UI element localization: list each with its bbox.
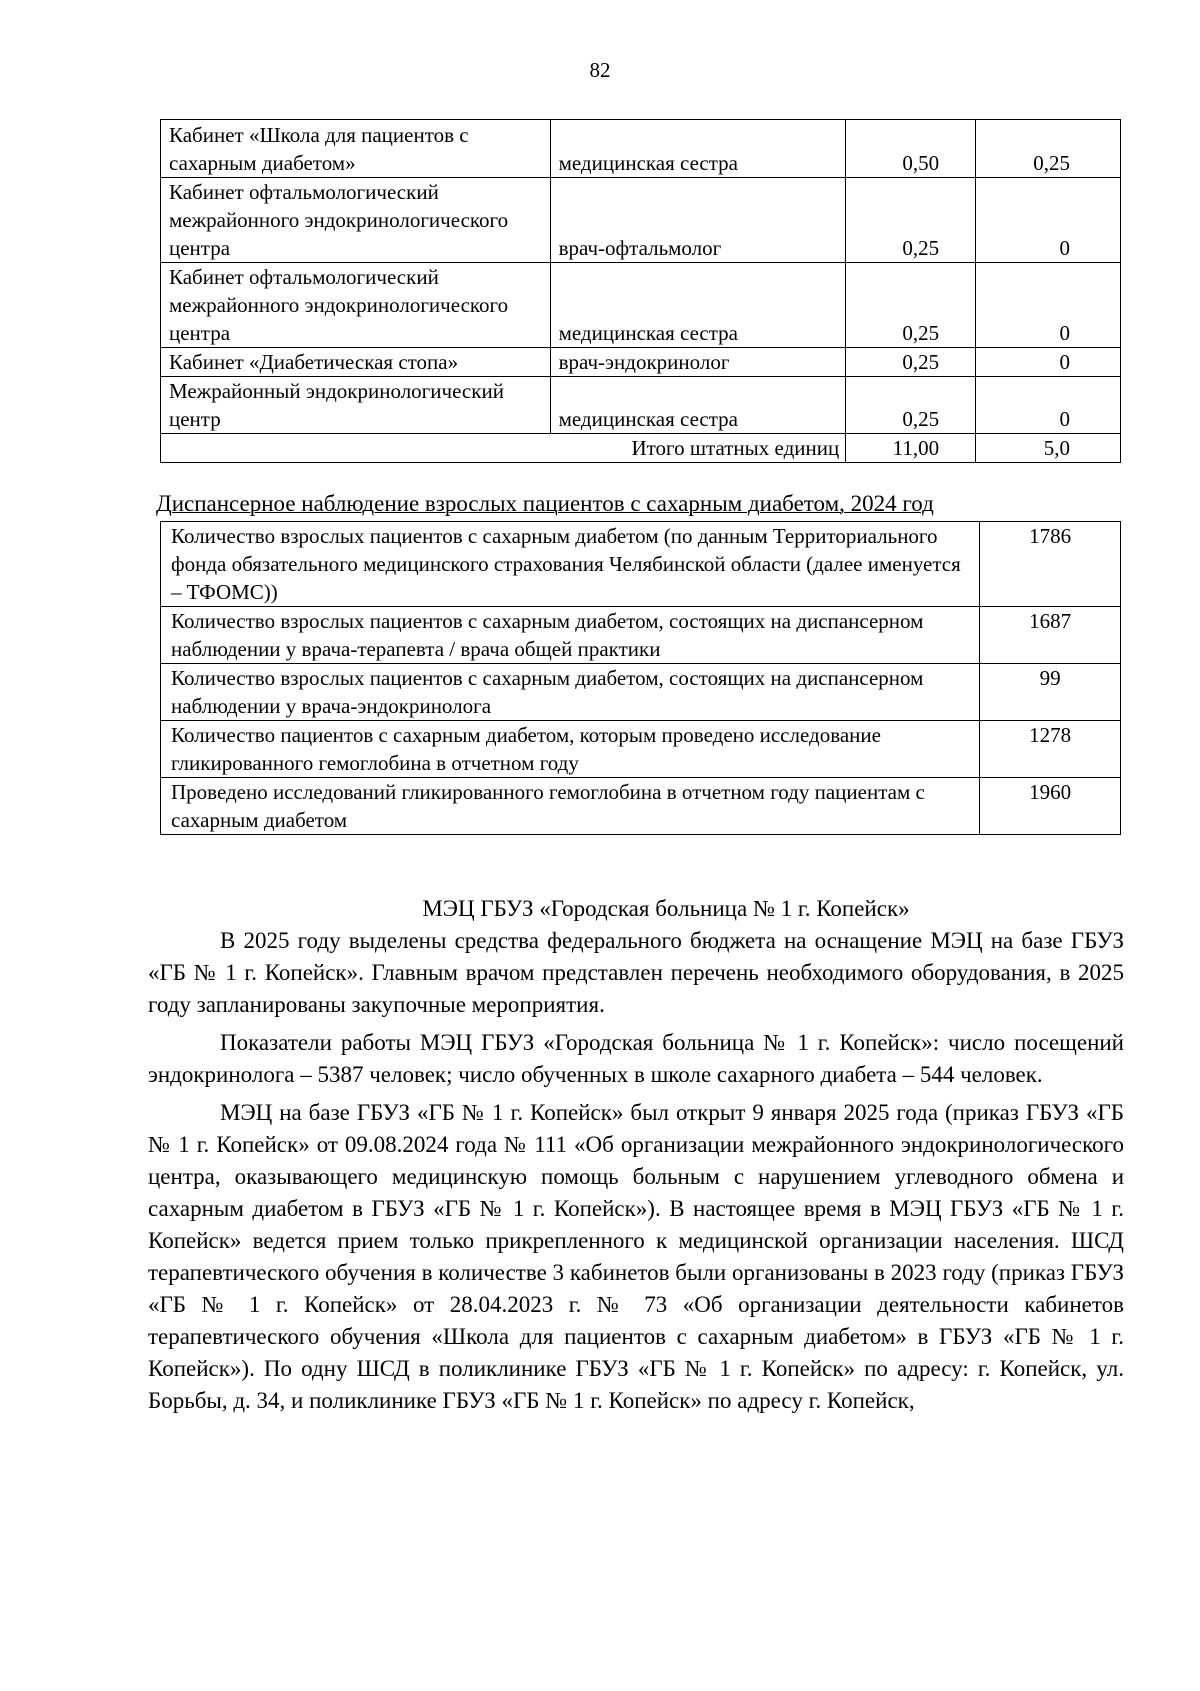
staff-table <box>160 119 1121 463</box>
room-cell: Межрайонный эндокринологический центр <box>161 377 551 434</box>
position-cell: медицинская сестра <box>550 377 846 434</box>
paragraph: Показатели работы МЭЦ ГБУЗ «Городская больница № 1 г. Копейск»: число посещений эндокринолога – 5387 человек; число обученных в школе сахарного диабета – 544 человек. <box>148 1030 1124 1087</box>
dispensary-title: Диспансерное наблюдение взрослых пациентов с сахарным диабетом, 2024 год <box>156 491 934 516</box>
indicator-value: 1278 <box>980 721 1121 778</box>
body-text <box>148 893 1124 1417</box>
dispensary-table <box>160 521 1121 835</box>
rate-cell: 0,25 <box>846 263 976 348</box>
room-cell: Кабинет «Школа для пациентов с сахарным диабетом» <box>161 120 551 178</box>
rate-cell: 0 <box>976 348 1121 377</box>
indicator-label: Количество взрослых пациентов с сахарным диабетом (по данным Территориального фонда обязательного медицинского страхования Челябинской области (далее именуется – ТФОМС)) <box>161 522 980 607</box>
table-row <box>161 607 1121 664</box>
total-value: 11,00 <box>846 434 976 463</box>
total-label: Итого штатных единиц <box>161 434 846 463</box>
total-row <box>161 434 1121 463</box>
rate-cell: 0 <box>976 377 1121 434</box>
total-value: 5,0 <box>976 434 1121 463</box>
rate-cell: 0,25 <box>976 120 1121 178</box>
table-row <box>161 522 1121 607</box>
indicator-value: 99 <box>980 664 1121 721</box>
table-row <box>161 263 1121 348</box>
paragraph: МЭЦ на базе ГБУЗ «ГБ № 1 г. Копейск» был открыт 9 января 2025 года (приказ ГБУЗ «ГБ № 1 г. Копейск» от 09.08.2024 года № 111 «Об организации межрайонного эндокринологического центра, оказывающего медицинскую помощь больным с нарушением углеводного обмена и сахарным диабетом в ГБУЗ «ГБ № 1 г. Копейск»). В настоящее время в МЭЦ ГБУЗ «ГБ № 1 г. Копейск» ведется прием только прикрепленного к медицинской организации населения. ШСД терапевтического обучения в количестве 3 кабинетов были организованы в 2023 году (приказ ГБУЗ «ГБ № 1 г. Копейск» от 28.04.2023 г. № 73 «Об организации деятельности кабинетов терапевтического обучения «Школа для пациентов с сахарным диабетом» в ГБУЗ «ГБ № 1 г. Копейск»). По одну ШСД в поликлинике ГБУЗ «ГБ № 1 г. Копейск» по адресу: г. Копейск, ул. Борьбы, д. 34, и поликлинике ГБУЗ «ГБ № 1 г. Копейск» по адресу г. Копейск, <box>148 1100 1124 1413</box>
table-row <box>161 664 1121 721</box>
section-heading: МЭЦ ГБУЗ «Городская больница № 1 г. Копейск» <box>422 896 910 921</box>
position-cell: медицинская сестра <box>550 120 846 178</box>
indicator-value: 1786 <box>980 522 1121 607</box>
table-row <box>161 178 1121 263</box>
rate-cell: 0,50 <box>846 120 976 178</box>
rate-cell: 0,25 <box>846 348 976 377</box>
indicator-label: Количество взрослых пациентов с сахарным диабетом, состоящих на диспансерном наблюдении у врача-терапевта / врача общей практики <box>161 607 980 664</box>
position-cell: врач-офтальмолог <box>550 178 846 263</box>
table-row <box>161 348 1121 377</box>
paragraph: В 2025 году выделены средства федерального бюджета на оснащение МЭЦ на базе ГБУЗ «ГБ № 1 г. Копейск». Главным врачом представлен перечень необходимого оборудования, в 2025 году запланированы закупочные мероприятия. <box>148 928 1124 1017</box>
indicator-value: 1960 <box>980 778 1121 835</box>
rate-cell: 0,25 <box>846 377 976 434</box>
indicator-label: Количество пациентов с сахарным диабетом, которым проведено исследование гликированного гемоглобина в отчетном году <box>161 721 980 778</box>
room-cell: Кабинет «Диабетическая стопа» <box>161 348 551 377</box>
table-row <box>161 721 1121 778</box>
table-row <box>161 778 1121 835</box>
rate-cell: 0 <box>976 178 1121 263</box>
room-cell: Кабинет офтальмологический межрайонного эндокринологического центра <box>161 263 551 348</box>
table-row <box>161 120 1121 178</box>
table-row <box>161 377 1121 434</box>
indicator-label: Количество взрослых пациентов с сахарным диабетом, состоящих на диспансерном наблюдении у врача-эндокринолога <box>161 664 980 721</box>
rate-cell: 0,25 <box>846 178 976 263</box>
indicator-value: 1687 <box>980 607 1121 664</box>
page-number: 82 <box>589 58 611 82</box>
position-cell: врач-эндокринолог <box>550 348 846 377</box>
indicator-label: Проведено исследований гликированного гемоглобина в отчетном году пациентам с сахарным диабетом <box>161 778 980 835</box>
rate-cell: 0 <box>976 263 1121 348</box>
position-cell: медицинская сестра <box>550 263 846 348</box>
room-cell: Кабинет офтальмологический межрайонного эндокринологического центра <box>161 178 551 263</box>
